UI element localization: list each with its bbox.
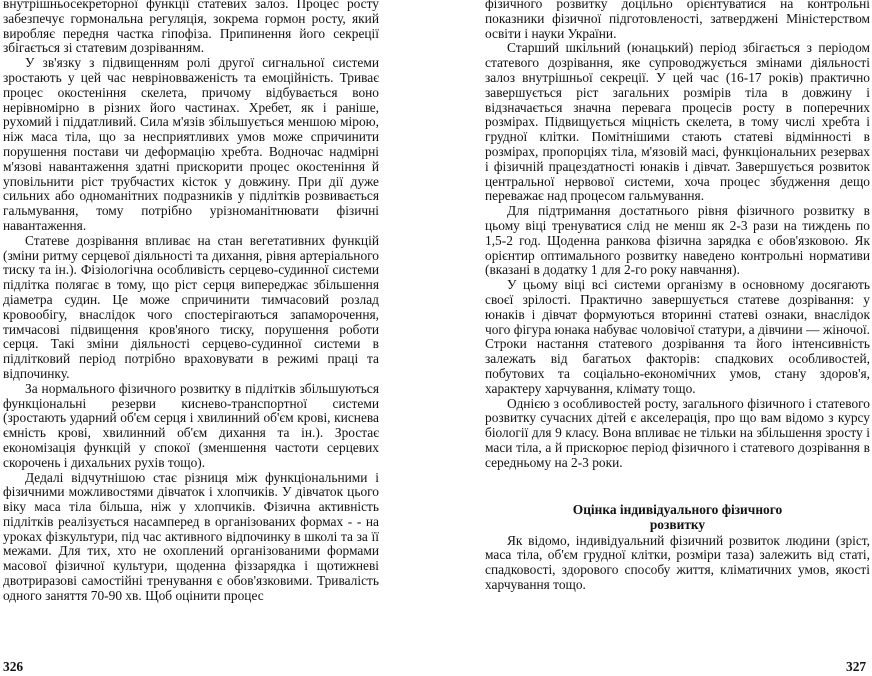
left-paragraph-2: У зв'язку з підвищенням ролі другої сигнальної системи зростають у цей час невріновваженість та емоційність. Триває процес окостеніння скелета, причому відбувається воно нерівномірно в різних його частинах. Хребет, як і раніше, рухомий і піддатливий. Сила м'язів збільшується меншою мірою, ніж маса тіла, що за несприятливих умов може спричинити порушення постави чи деформацію хребта. Водночас надмірні м'язові навантаження здатні прискорити процес окостеніння й уповільнити ріст трубчастих кісток у довжину. При дії дуже сильних або одноманітних подразників у підлітків розвивається гальмування, тому потрібно урізноманітнювати фізичні навантаження.: [3, 55, 379, 233]
page-number-left: 326: [3, 659, 24, 674]
left-page: [3, 0, 379, 657]
right-paragraph-final: Як відомо, індивідуальний фізичний розвиток людини (зріст, маса тіла, об'єм грудної клітки, розміри таза) залежить від статі, спадковості, здорового способу життя, кліматичних умов, якості харчування тощо.: [485, 532, 870, 592]
section-heading-line-1: Оцінка індивідуального фізичного: [572, 501, 783, 517]
section-heading-line-2: розвитку: [649, 516, 706, 532]
left-paragraph-1: внутрішньосекреторної функції статевих залоз. Процес росту забезпечує гормональна регуляція, зокрема гормон росту, який виробляє передня частка гіпофіза. Припинення його секреції збігається зі статевим дозріванням.: [3, 0, 379, 56]
right-paragraph-4: У цьому віці всі системи організму в основному досягають своєї зрілості. Практично завершується статеве дозрівання: у юнаків і дівчат формуються вторинні статеві ознаки, внаслідок чого фігура юнака набуває чоловічої статури, а дівчини — жіночої. Строки настання статевого дозрівання та його інтенсивність залежать від багатьох факторів: спадкових особливостей, побутових та соціально-економічних умов, стану здоров'я, характеру харчування, клімату тощо.: [485, 277, 870, 396]
left-paragraph-4: За нормального фізичного розвитку в підлітків збільшуються функціональні резерви киснево-транспортної системи (зростають ударний об'єм серця і хвилинний об'єм крові, киснева ємність крові, хвилинний об'єм дихання та ін.). Зростає економізація функцій у спокої (зменшення частоти серцевих скорочень і дихальних рухів тощо).: [3, 380, 379, 470]
right-paragraph-3: Для підтримання достатнього рівня фізичного розвитку в цьому віці тренуватися слід не менш як 2-3 рази на тиждень по 1,5-2 год. Щоденна ранкова фізична зарядка є обов'язковою. Як орієнтир оптимального розвитку наведено контрольні нормативи (вказані в додатку 1 для 2-го року навчання).: [485, 203, 870, 278]
right-paragraph-2: Старший шкільний (юнацький) період збігається з періодом статевого дозрівання, яке супроводжується змінами діяльності залоз внутрішньої секреції. У цей час (16-17 років) практично завершується ріст загальних розмірів тіла в довжину і відзначається значна перевага процесів росту в поперечних розмірах. Підвищується міцність скелета, в тому числі хребта і грудної клітки. Помітнішими стають статеві відмінності в розмірах, пропорціях тіла, м'язовій масі, функціональних резервах і фізичній працездатності юнаків і дівчат. Завершується розвиток центральної нервової системи, хоча процес збудження дещо переважає над процесом гальмування.: [485, 40, 870, 204]
right-page: [485, 0, 870, 657]
left-paragraph-3: Статеве дозрівання впливає на стан вегетативних функцій (зміни ритму серцевої діяльності та дихання, рівня артеріального тиску та ін.). Фізіологічна особливість серцево-судинної системи підлітка полягає в тому, що ріст серця випереджає збільшення діаметра судин. Це може спричинити тимчасовий розлад кровообігу, внаслідок чого спостерігаються запаморочення, тимчасові підвищення кров'яного тиску, порушення роботи серця. Такі зміни діяльності серцево-судинної системи в підлітковий період потрібно враховувати в режимі праці та відпочинку.: [3, 232, 379, 381]
right-paragraph-1: фізичного розвитку доцільно орієнтуватися на контрольні показники фізичної підготовленості, затверджені Міністерством освіти і науки України.: [485, 0, 870, 41]
right-paragraph-5: Однією з особливостей росту, загального фізичного і статевого розвитку сучасних дітей є акселерація, про що вам відомо з курсу біології для 9 класу. Вона впливає не тільки на збільшення зросту і маси тіла, а й прискорює період фізичного і статевого дозрівання в середньому на 2-3 роки.: [485, 395, 870, 470]
section-heading: [485, 502, 870, 532]
page-number-right: 327: [846, 659, 867, 674]
left-paragraph-5: Дедалі відчутнішою стає різниця між функціональними і фізичними можливостями дівчаток і хлопчиків. У дівчаток цього віку маса тіла більша, ніж у хлопчиків. Фізична активність підлітків реалізується насамперед в організованих формах - - на уроках фізкультури, під час активного відпочинку в школі та за її межами. Для тих, хто не охоплений організованими формами масової фізичної культури, щоденна фіззарядка і щотижневі двотриразові самостійні тренування є обов'язковими. Тривалість одного заняття 70-90 хв. Щоб оцінити процес: [3, 469, 379, 603]
